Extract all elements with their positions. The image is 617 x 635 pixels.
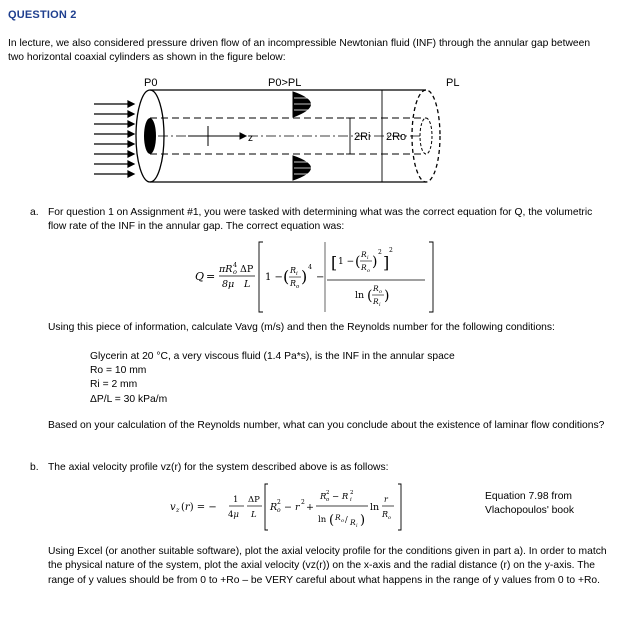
p0-label: P0 (144, 77, 158, 89)
svg-text:): ) (360, 513, 366, 528)
svg-text:+: + (306, 502, 314, 513)
svg-text:2: 2 (389, 247, 393, 254)
svg-text:o: o (379, 289, 383, 295)
svg-text:(: ( (355, 254, 361, 270)
part-b-question: The axial velocity profile vz(r) for the system described above is as follows: (48, 462, 389, 473)
equation-reference-line2: Vlachopoulos' book (485, 505, 574, 516)
svg-text:): ) (372, 254, 378, 270)
svg-text:o: o (326, 497, 330, 503)
svg-text:2: 2 (326, 490, 330, 496)
svg-text:(: ( (367, 288, 373, 304)
svg-text:− R: − R (332, 492, 349, 502)
svg-text:Q: Q (195, 270, 205, 283)
equation-reference-line1: Equation 7.98 from (485, 491, 573, 502)
svg-text:(: ( (329, 513, 335, 528)
velocity-profile-top (293, 92, 311, 117)
annular-flow-figure (88, 74, 468, 199)
part-b-instruction: Using Excel (or another suitable software), plot the axial velocity profile for the conditions given in part a). In order to match the physical nature of the system, plot the axial velocity (vz(r)) on the x-axis and the radial distance (r) on the y-axis. The range of y values should be from 0 to +Ro – be VERY careful about what happens in the range of y values from 0 to +Ro. (48, 546, 607, 586)
svg-text:(r) = −: (r) = − (181, 502, 217, 513)
svg-text:o: o (296, 284, 300, 290)
svg-text:R: R (350, 518, 356, 527)
svg-text:R: R (270, 502, 278, 513)
svg-text:i: i (350, 497, 352, 503)
svg-text:R: R (335, 513, 341, 522)
z-label: z (248, 133, 253, 144)
svg-text:πR: πR (219, 264, 233, 275)
svg-text:− r: − r (284, 502, 300, 513)
p0-gt-pl-label: P0>PL (268, 77, 302, 89)
svg-text:ΔP: ΔP (240, 264, 254, 275)
equation-reference (485, 490, 574, 518)
svg-text:R: R (361, 250, 367, 259)
svg-text:i: i (379, 302, 381, 308)
svg-text:o: o (341, 518, 345, 524)
svg-text:4: 4 (308, 263, 313, 271)
label-2ri: 2Ri (354, 131, 371, 143)
svg-text:[: [ (331, 253, 338, 272)
svg-text:ln: ln (355, 290, 365, 301)
svg-text:8μ: 8μ (222, 279, 235, 290)
svg-text:4: 4 (233, 261, 238, 269)
label-2ro: 2Ro (386, 131, 407, 143)
condition-item: Ro = 10 mm (90, 365, 147, 377)
svg-text:o: o (233, 268, 237, 276)
svg-text:R: R (290, 279, 297, 288)
svg-text:1: 1 (233, 495, 239, 505)
part-b-label: b. (30, 462, 39, 473)
svg-text:2: 2 (350, 490, 354, 496)
svg-text:): ) (384, 288, 390, 304)
svg-text:R: R (290, 266, 297, 275)
velocity-profile-equation (170, 478, 420, 538)
part-a-question: For question 1 on Assignment #1, you were tasked with determining what was the correct equation for Q, the volumetric flow rate of the INF in the annular gap. The correct equation was: (48, 207, 593, 232)
svg-text:o: o (367, 268, 371, 274)
part-b (30, 462, 389, 473)
svg-text:−: − (316, 272, 325, 283)
part-a-followup: Based on your calculation of the Reynolds number, what can you conclude about the existence of laminar flow conditions? (48, 420, 605, 431)
intro-paragraph: In lecture, we also considered pressure driven flow of an incompressible Newtonian fluid (INF) through the annular gap between two horizontal coaxial cylinders as shown in the figure below: (8, 38, 591, 63)
svg-text:R: R (373, 297, 379, 306)
svg-text:r: r (384, 495, 388, 504)
svg-text:i: i (367, 255, 369, 261)
svg-text:): ) (301, 267, 308, 286)
svg-text:v: v (170, 502, 176, 513)
question-title: QUESTION 2 (8, 9, 77, 21)
svg-text:o: o (277, 507, 281, 514)
svg-text:1 −: 1 − (265, 272, 283, 283)
svg-text:/: / (345, 515, 348, 524)
flow-rate-equation (195, 238, 445, 316)
svg-text:L: L (244, 279, 251, 290)
z-axis-arrow (188, 126, 246, 146)
pl-label: PL (446, 77, 460, 89)
svg-text:2: 2 (301, 499, 305, 506)
svg-text:2: 2 (277, 499, 281, 506)
svg-text:R: R (320, 492, 327, 502)
condition-item: Glycerin at 20 °C, a very viscous fluid (1.4 Pa*s), is the INF in the annular space (90, 351, 455, 362)
condition-item: Ri = 2 mm (90, 379, 138, 391)
svg-text:4μ: 4μ (228, 510, 239, 520)
conditions-list (90, 350, 455, 407)
svg-text:=: = (206, 270, 216, 283)
svg-text:2: 2 (378, 249, 382, 256)
svg-text:R: R (361, 263, 367, 272)
part-a-label: a. (30, 207, 39, 218)
part-a-instruction: Using this piece of information, calculate Vavg (m/s) and then the Reynolds number for the following conditions: (48, 322, 555, 333)
svg-text:o: o (388, 515, 392, 521)
svg-text:i: i (296, 271, 298, 277)
svg-text:L: L (251, 510, 257, 520)
svg-text:R: R (373, 284, 379, 293)
svg-text:ΔP: ΔP (248, 495, 260, 505)
svg-text:i: i (356, 523, 358, 529)
svg-text:1 −: 1 − (338, 257, 355, 267)
svg-text:z: z (176, 506, 180, 514)
svg-text:]: ] (383, 253, 390, 272)
inflow-arrows (94, 101, 134, 177)
svg-text:ln: ln (318, 515, 327, 525)
condition-item: ΔP/L = 30 kPa/m (90, 393, 168, 405)
svg-text:ln: ln (370, 502, 380, 513)
svg-text:R: R (382, 510, 389, 519)
svg-text:(: ( (283, 267, 290, 286)
